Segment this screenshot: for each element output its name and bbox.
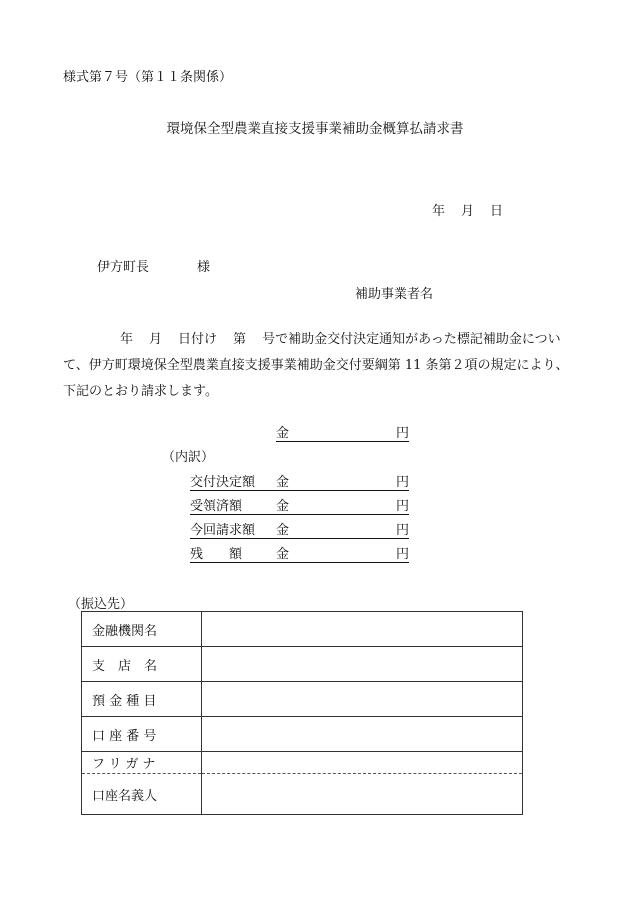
breakdown-yen: 円 bbox=[395, 523, 409, 538]
body-line-1 bbox=[63, 327, 583, 353]
request-body bbox=[63, 327, 583, 405]
table-row bbox=[82, 717, 523, 752]
breakdown-heading: （内訳） bbox=[162, 450, 215, 465]
breakdown-row bbox=[190, 519, 409, 539]
body-line-3: 下記のとおり請求します。 bbox=[63, 384, 218, 399]
branch-name-field[interactable] bbox=[202, 647, 523, 682]
breakdown-label: 交付決定額 bbox=[190, 475, 256, 490]
account-number-label: 口 座 番 号 bbox=[82, 717, 202, 752]
date-year: 年 bbox=[432, 204, 446, 219]
table-row bbox=[82, 774, 523, 815]
bank-name-label: 金融機関名 bbox=[82, 612, 202, 647]
bank-name-field[interactable] bbox=[202, 612, 523, 647]
breakdown-row bbox=[190, 471, 409, 491]
breakdown-row bbox=[190, 543, 409, 563]
date-month: 月 bbox=[461, 204, 475, 219]
document-title: 環境保全型農業直接支援事業補助金概算払請求書 bbox=[166, 121, 464, 137]
deposit-type-label: 預 金 種 目 bbox=[82, 682, 202, 717]
body-day: 日付け bbox=[178, 332, 218, 347]
transfer-heading: （振込先） bbox=[68, 597, 134, 612]
body-month: 月 bbox=[149, 332, 163, 347]
breakdown-label: 残 額 bbox=[190, 547, 243, 562]
breakdown-label: 今回請求額 bbox=[190, 523, 256, 538]
body-text-1: 号で補助金交付決定通知があった標記補助金につい bbox=[262, 332, 561, 347]
table-row bbox=[82, 752, 523, 774]
total-kin: 金 bbox=[276, 426, 290, 441]
deposit-type-field[interactable] bbox=[202, 682, 523, 717]
addressee-name: 伊方町長 bbox=[97, 260, 150, 275]
branch-name-label: 支 店 名 bbox=[82, 647, 202, 682]
body-number: 第 bbox=[233, 332, 247, 347]
total-yen: 円 bbox=[395, 426, 409, 441]
body-year: 年 bbox=[120, 332, 134, 347]
breakdown-kin: 金 bbox=[276, 523, 290, 538]
table-row bbox=[82, 647, 523, 682]
addressee-honorific: 様 bbox=[197, 260, 211, 275]
breakdown-yen: 円 bbox=[395, 499, 409, 514]
breakdown-yen: 円 bbox=[395, 475, 409, 490]
account-holder-field[interactable] bbox=[202, 774, 523, 815]
furigana-label: フリガナ bbox=[82, 752, 202, 774]
account-holder-label: 口座名義人 bbox=[82, 774, 202, 815]
breakdown-kin: 金 bbox=[276, 547, 290, 562]
total-amount-line bbox=[276, 422, 409, 442]
date-line bbox=[432, 200, 503, 219]
body-line-2: て、伊方町環境保全型農業直接支援事業補助金交付要綱第 11 条第２項の規定により、 bbox=[63, 358, 569, 373]
date-day: 日 bbox=[490, 204, 504, 219]
form-number: 様式第７号（第１１条関係） bbox=[63, 70, 233, 85]
account-number-field[interactable] bbox=[202, 717, 523, 752]
addressee bbox=[97, 256, 210, 275]
breakdown-yen: 円 bbox=[395, 547, 409, 562]
applicant-label: 補助事業者名 bbox=[355, 287, 434, 302]
bank-account-table bbox=[81, 611, 523, 815]
breakdown-label: 受領済額 bbox=[190, 499, 243, 514]
furigana-field[interactable] bbox=[202, 752, 523, 774]
breakdown-kin: 金 bbox=[276, 475, 290, 490]
table-row bbox=[82, 612, 523, 647]
table-row bbox=[82, 682, 523, 717]
breakdown-row bbox=[190, 495, 409, 515]
breakdown-kin: 金 bbox=[276, 499, 290, 514]
